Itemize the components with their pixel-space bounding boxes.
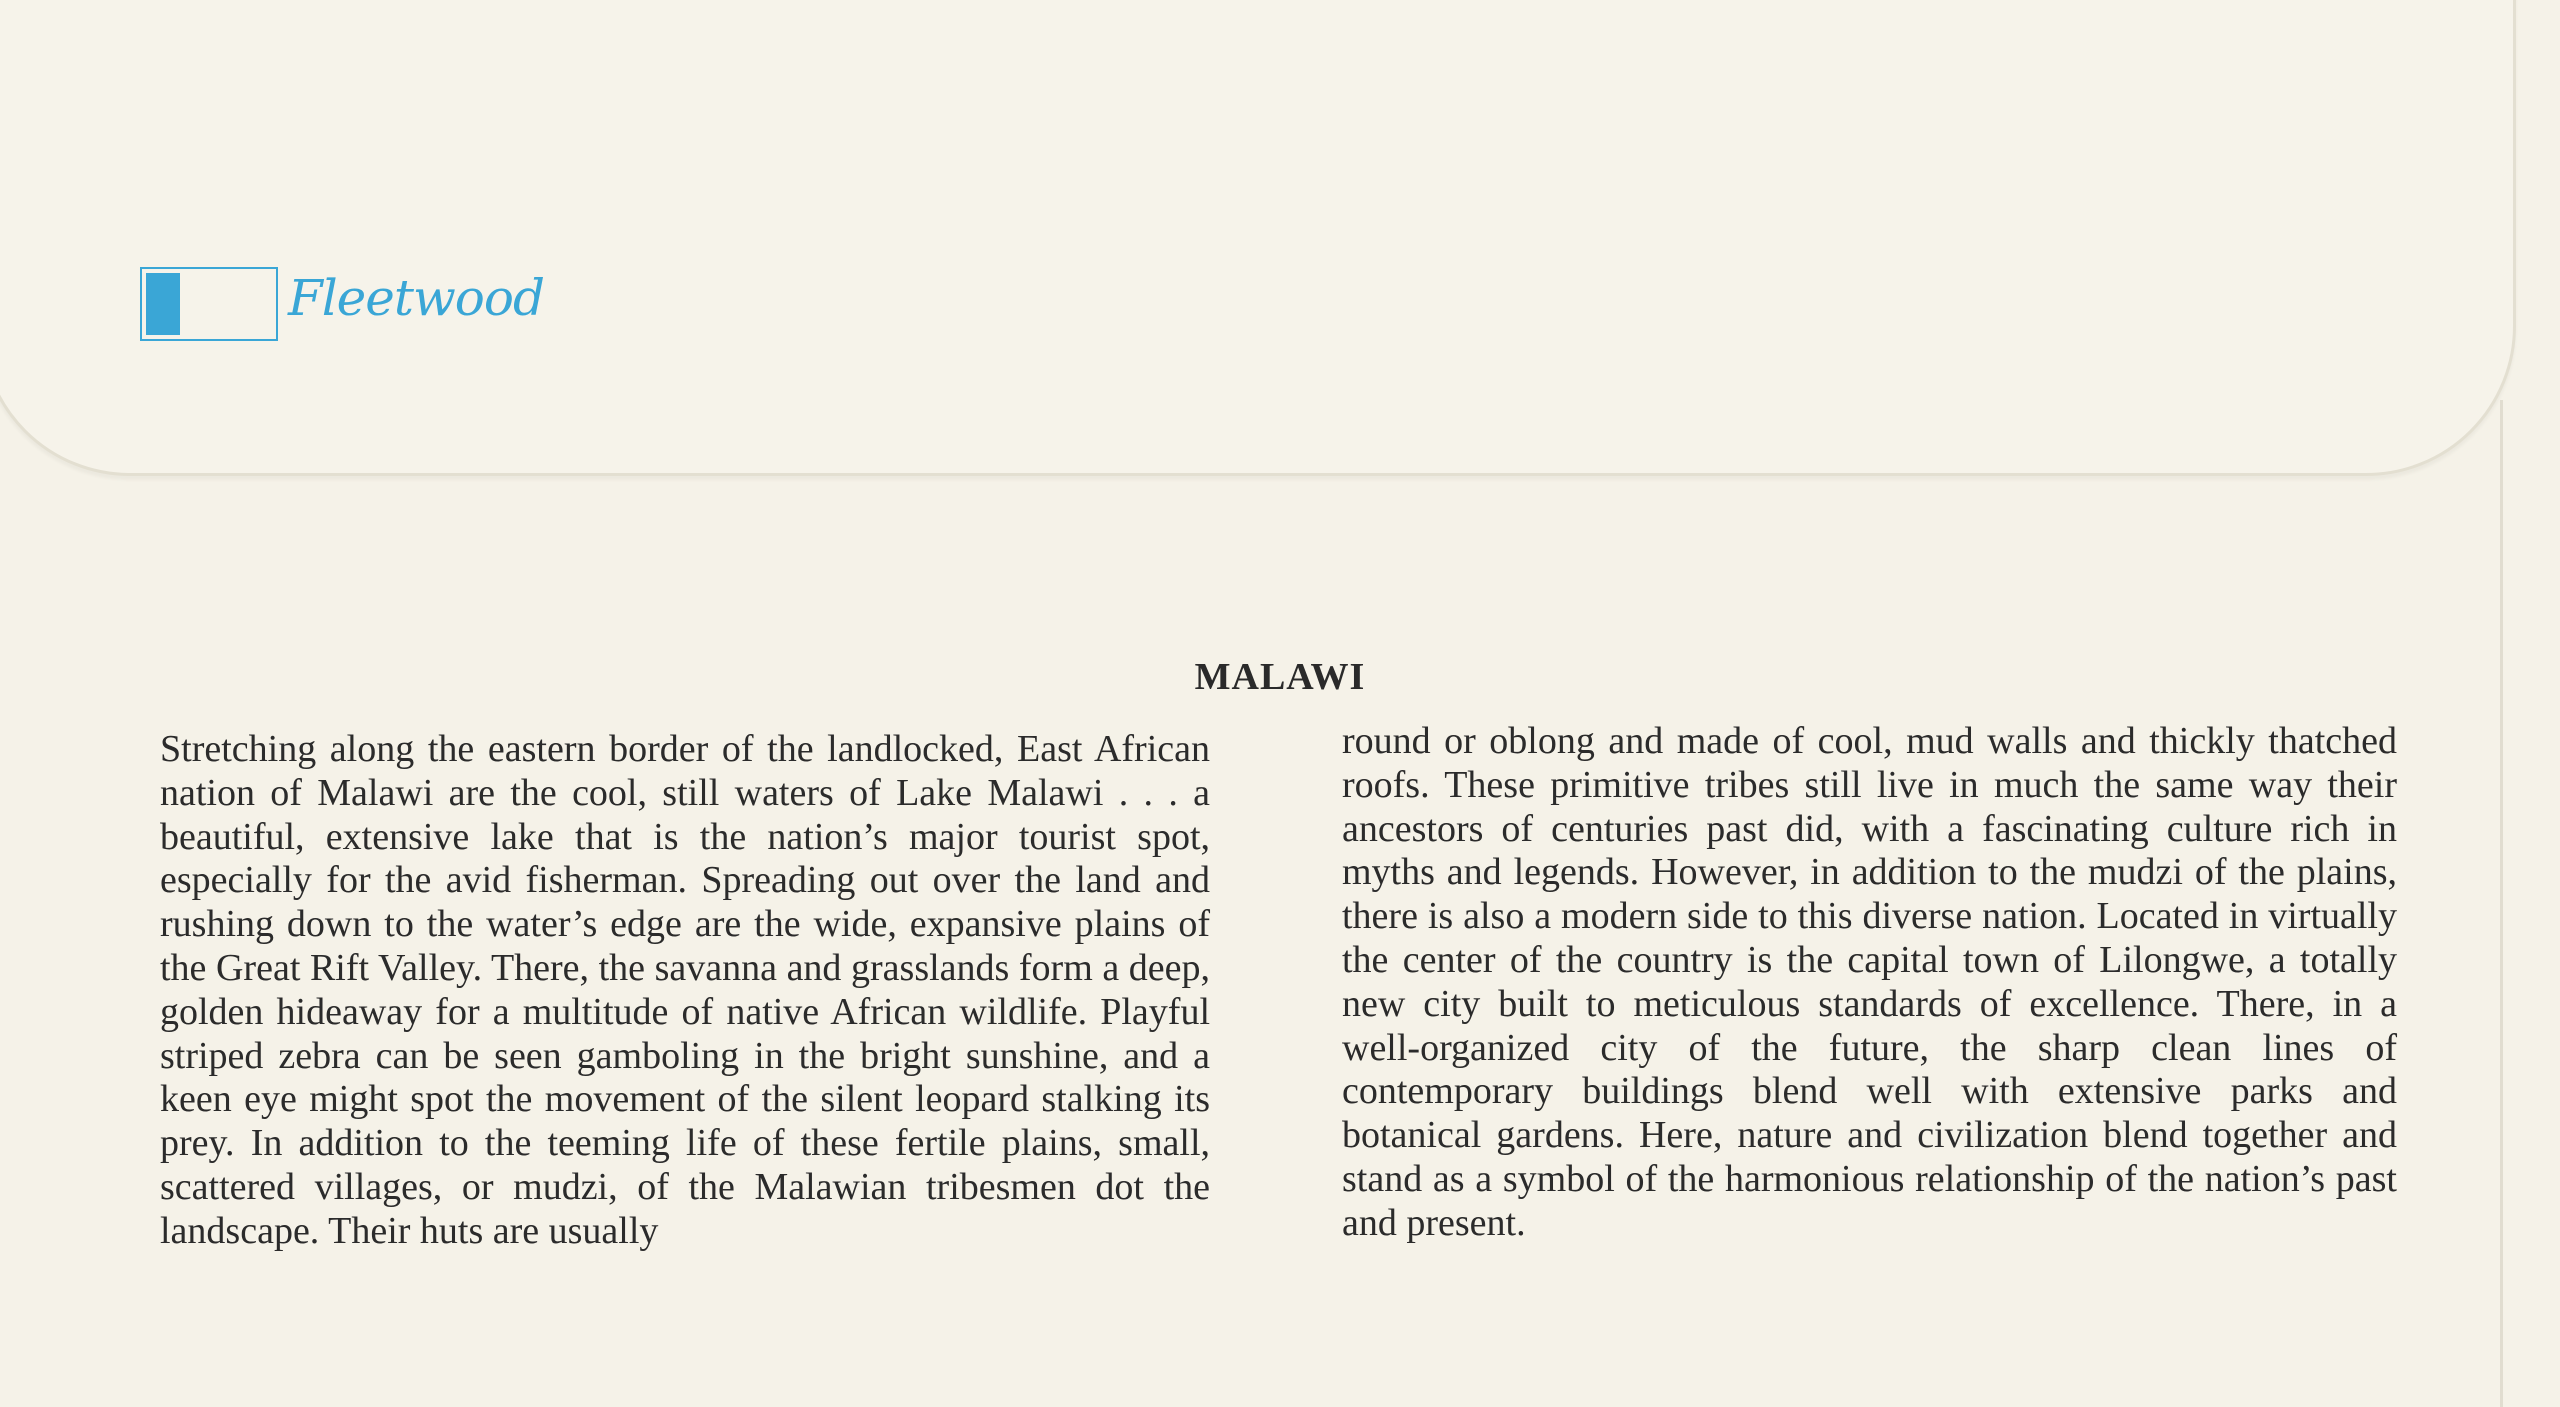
text-column-left: Stretching along the eastern border of the landlocked, East African nation of Malawi are the cool, still waters of Lake Malawi . . . a beautiful, extensive lake that is the nation’s major tourist spot, especially for the avid fisherman. Spreading out over the land and rushing down to the water’s edge are the wide, expansive plains of the Great Rift Valley. There, the savanna and grasslands form a deep, golden hideaway for a multitude of native African wildlife. Playful striped zebra can be seen gamboling in the bright sunshine, and a keen eye might spot the movement of the silent leopard stalking its prey. In addition to the teeming life of these fertile plains, small, scattered villages, or mudzi, of the Malawian tribesmen dot the landscape. Their huts are usually bbox=[160, 728, 1210, 1252]
logo-wordmark: Fleetwood bbox=[288, 269, 544, 327]
logo-square-icon bbox=[140, 267, 278, 341]
envelope-flap bbox=[0, 0, 2516, 476]
page-title: MALAWI bbox=[1194, 656, 1366, 698]
logo-fill-bar bbox=[146, 273, 180, 335]
text-column-right: round or oblong and made of cool, mud walls and thickly thatched roofs. These primitive tribes still live in much the same way their ancestors of centuries past did, with a fascinating culture rich in myths and legends. However, in addition to the mudzi of the plains, there is also a modern side to this diverse nation. Located in virtually the center of the country is the capital town of Lilongwe, a totally new city built to meticulous standards of excellence. There, in a well-organized city of the future, the sharp clean lines of contemporary buildings blend well with extensive parks and botanical gardens. Here, nature and civilization blend together and stand as a symbol of the harmonious relationship of the nation’s past and present. bbox=[1342, 720, 2397, 1244]
fleetwood-logo bbox=[140, 265, 544, 345]
envelope-edge bbox=[2500, 400, 2503, 1407]
